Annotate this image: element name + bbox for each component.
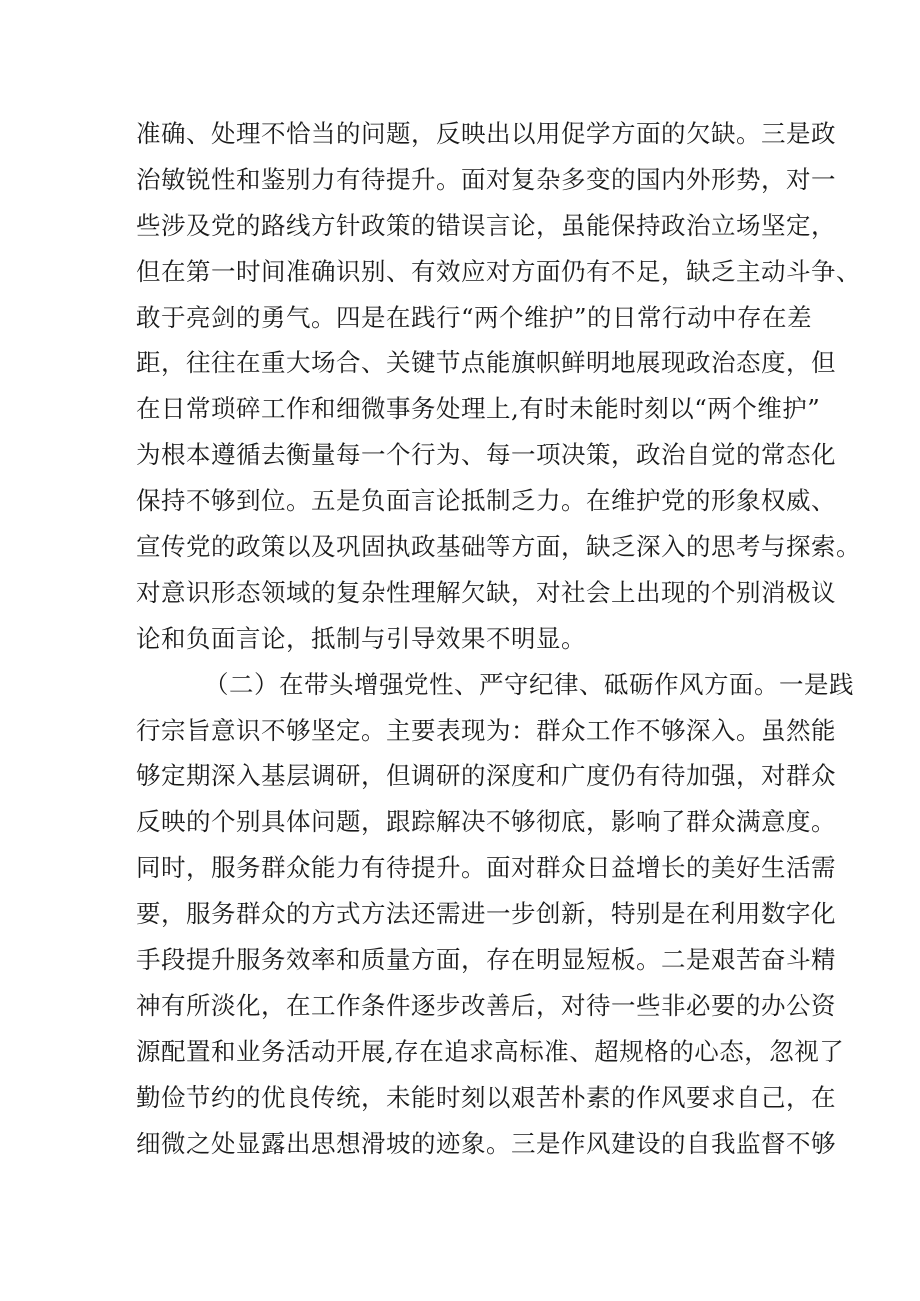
text-line: 反映的个别具体问题，跟踪解决不够彻底，影响了群众满意度。 (136, 807, 836, 837)
text-line: 准确、处理不恰当的问题，反映出以用促学方面的欠缺。三是政 (136, 119, 836, 148)
text-line: 些涉及党的路线方针政策的错误言论，虽能保持政治立场坚定， (136, 210, 836, 240)
text-line: 对意识形态领域的复杂性理解欠缺，对社会上出现的个别消极议 (136, 577, 836, 607)
text-line: 论和负面言论，抵制与引导效果不明显。 (136, 623, 586, 653)
section-heading-line: （二）在带头增强党性、严守纪律、砥砺作风方面。一是践 (204, 669, 854, 699)
text-line: 保持不够到位。五是负面言论抵制乏力。在维护党的形象权威、 (136, 486, 836, 516)
text-line: 宣传党的政策以及巩固执政基础等方面，缺乏深入的思考与探索。 (136, 532, 861, 562)
text-line: 在日常琐碎工作和细微事务处理上,有时未能时刻以“两个维护” (136, 394, 821, 424)
text-line: 但在第一时间准确识别、有效应对方面仍有不足，缺乏主动斗争、 (136, 256, 861, 286)
body-text (136, 111, 861, 1166)
text-line: 要，服务群众的方式方法还需进一步创新，特别是在利用数字化 (136, 899, 836, 929)
text-line: 治敏锐性和鉴别力有待提升。面对复杂多变的国内外形势，对一 (136, 164, 836, 194)
text-line: 细微之处显露出思想滑坡的迹象。三是作风建设的自我监督不够 (136, 1128, 836, 1158)
text-line: 敢于亮剑的勇气。四是在践行“两个维护”的日常行动中存在差 (136, 302, 813, 332)
text-line: 够定期深入基层调研，但调研的深度和广度仍有待加强，对群众 (136, 761, 836, 791)
text-line: 同时，服务群众能力有待提升。面对群众日益增长的美好生活需 (136, 853, 836, 883)
text-line: 距，往往在重大场合、关键节点能旗帜鲜明地展现政治态度，但 (136, 348, 836, 378)
text-line: 为根本遵循去衡量每一个行为、每一项决策，政治自觉的常态化 (136, 440, 836, 470)
text-line: 神有所淡化，在工作条件逐步改善后，对待一些非必要的办公资 (136, 990, 836, 1020)
text-line: 行宗旨意识不够坚定。主要表现为：群众工作不够深入。虽然能 (136, 715, 836, 745)
text-line: 手段提升服务效率和质量方面，存在明显短板。二是艰苦奋斗精 (136, 945, 836, 975)
text-line: 源配置和业务活动开展,存在追求高标准、超规格的心态，忽视了 (136, 1036, 845, 1066)
text-line: 勤俭节约的优良传统，未能时刻以艰苦朴素的作风要求自己，在 (136, 1082, 836, 1112)
